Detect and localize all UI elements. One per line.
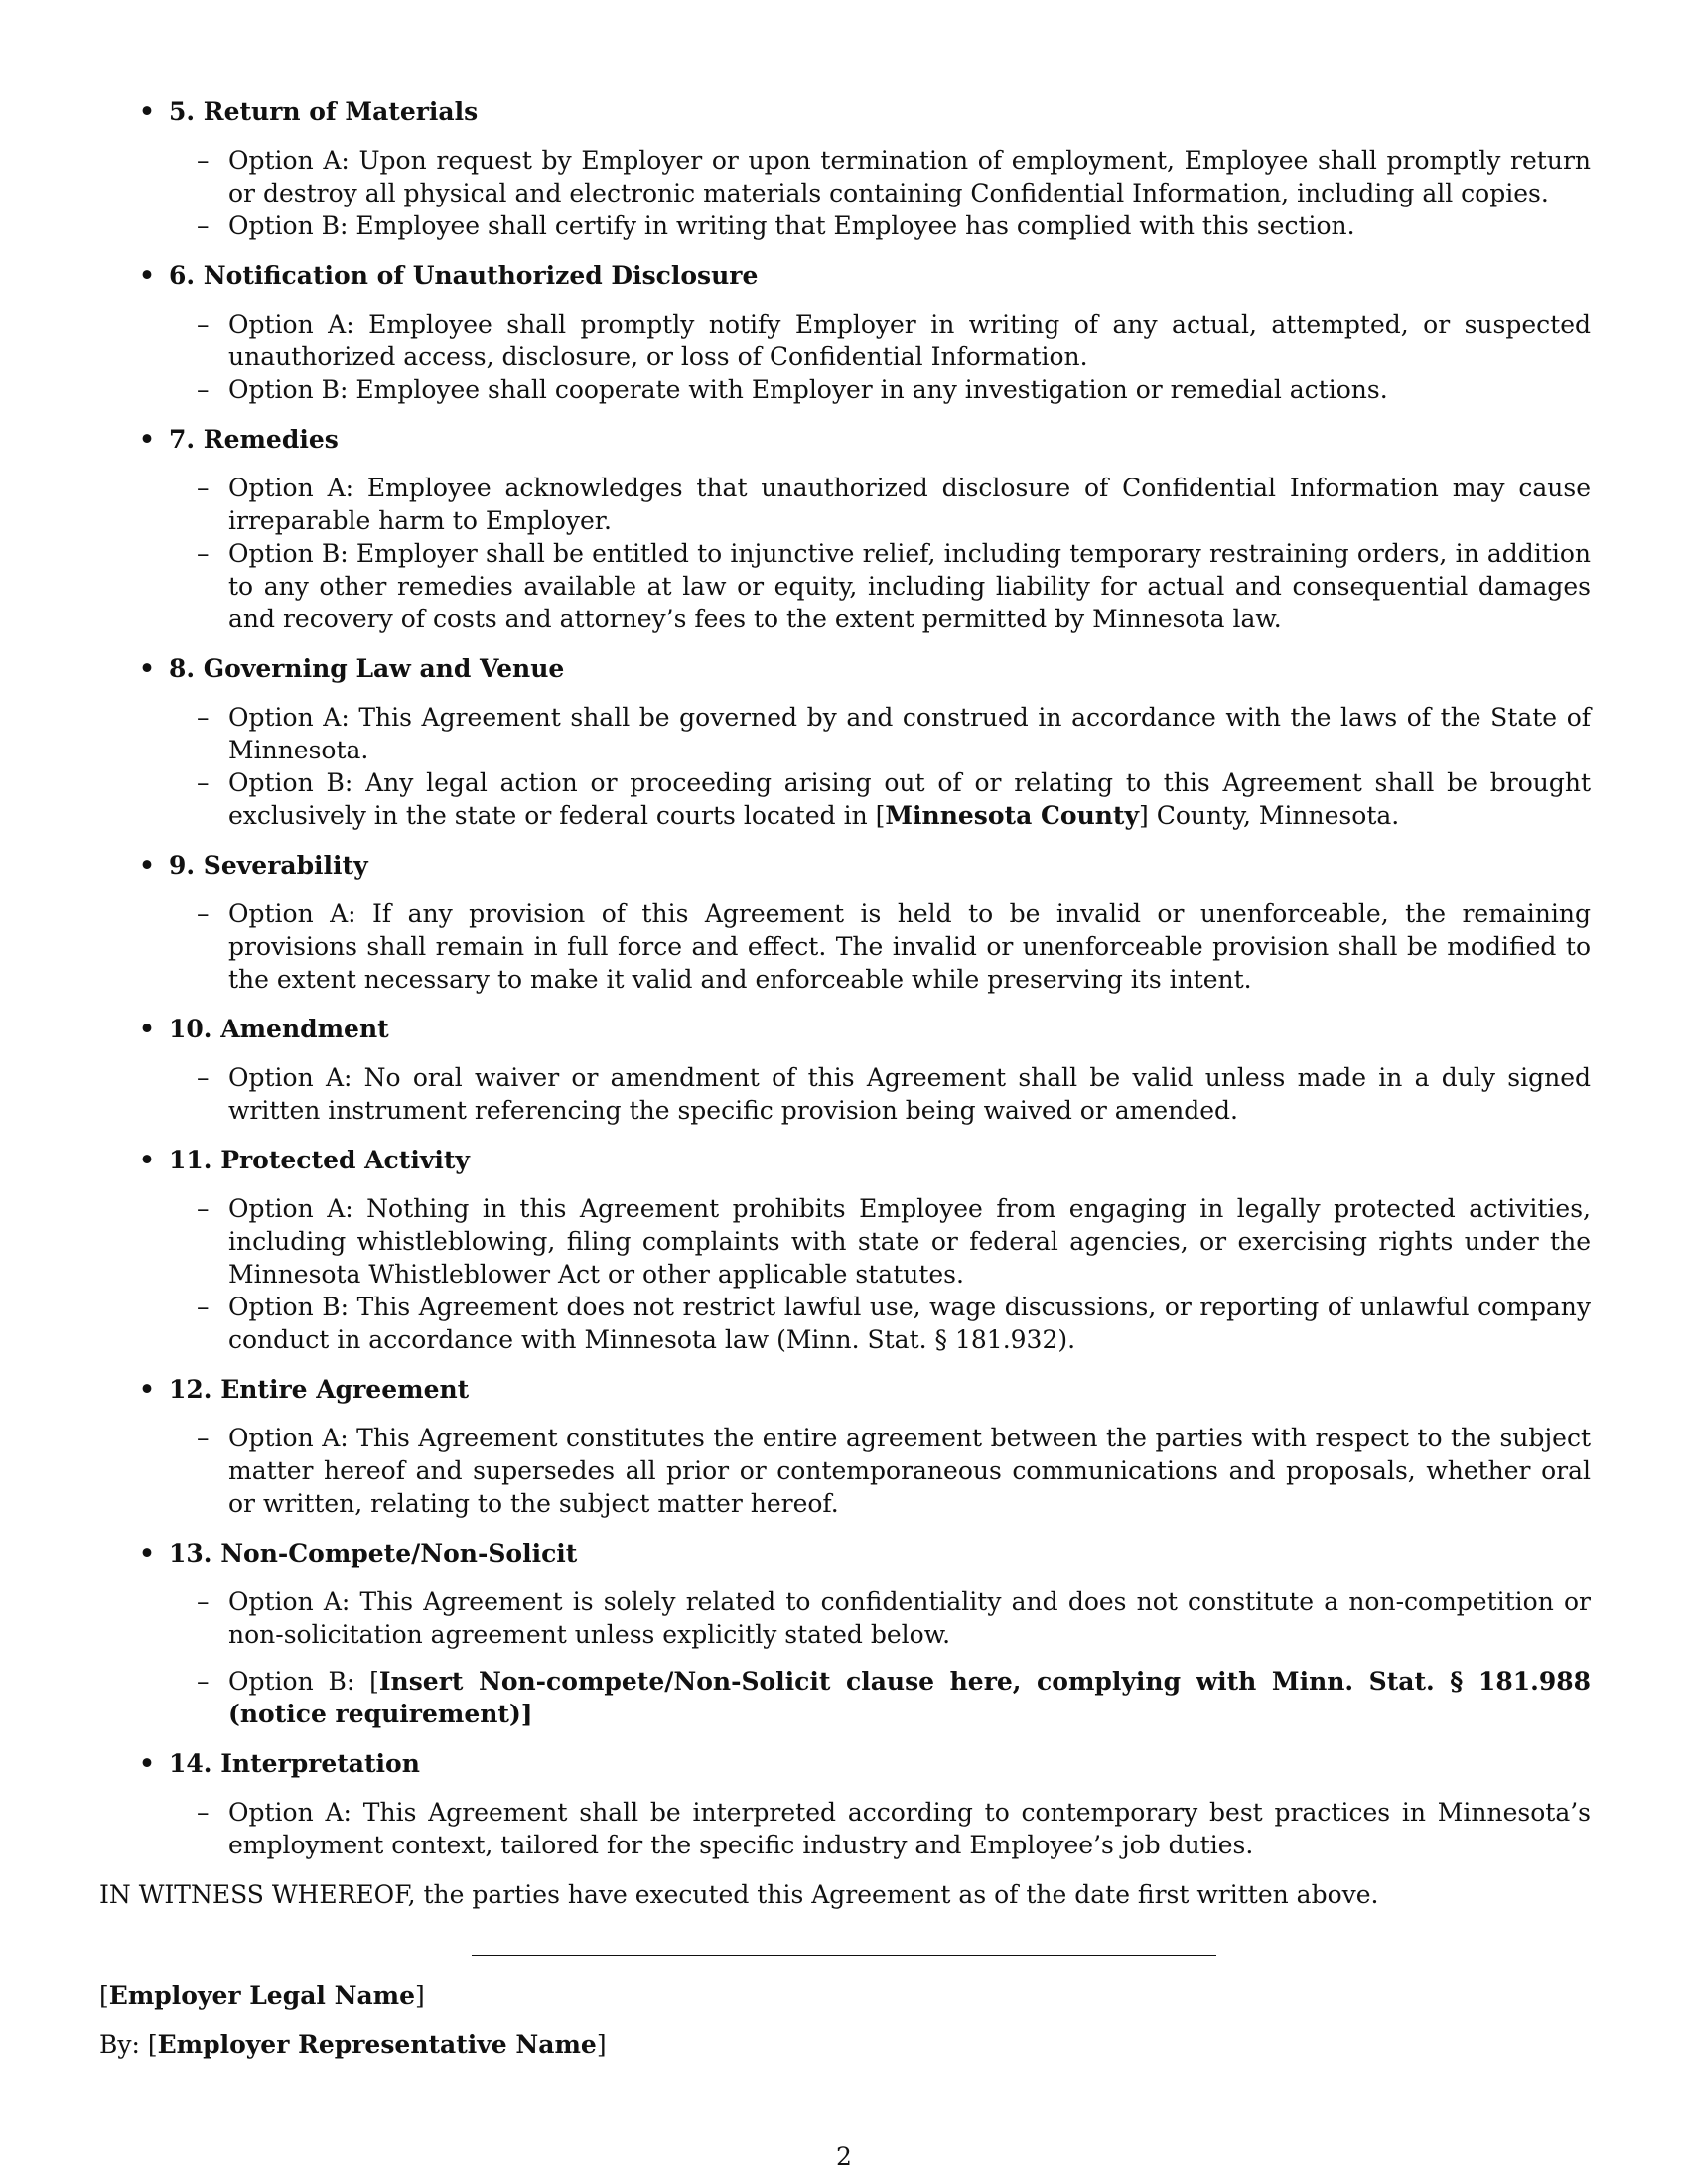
section-option: – Option A: Employee shall promptly notify Employer in writing of any actual, attempted, or suspected unauthorized access, disclosure, or loss of Confidential Information. [197, 310, 1591, 371]
signature-line [472, 1955, 1216, 1956]
employer-name-row: [Employer Legal Name] [99, 1981, 425, 2010]
section-9 [99, 849, 1591, 996]
dash-icon: – [197, 310, 210, 339]
section-heading: • 14. Interpretation [139, 1749, 420, 1778]
section-heading: • 12. Entire Agreement [139, 1375, 470, 1404]
dash-icon: – [197, 1667, 210, 1696]
section-option: – Option B: Employee shall cooperate with Employer in any investigation or remedial actions. [197, 375, 1388, 404]
section-option: – Option B: This Agreement does not restrict lawful use, wage discussions, or reporting of unlawful company conduct in accordance with Minnesota law (Minn. Stat. § 181.932). [197, 1293, 1591, 1354]
section-heading: • 9. Severability [139, 851, 368, 880]
section-14 [99, 1747, 1591, 1861]
section-option: – Option A: Nothing in this Agreement prohibits Employee from engaging in legally protected activities, including whistleblowing, filing complaints with state or federal agencies, or exercising rights under the Minnesota Whistleblower Act or other applicable statutes. [197, 1194, 1591, 1289]
bullet-icon: • [139, 851, 155, 880]
dash-icon: – [197, 1063, 210, 1092]
signature-block [99, 1979, 1591, 2061]
section-option: – Option A: This Agreement constitutes the entire agreement between the parties with respect to the subject matter hereof and supersedes all prior or contemporaneous communications and proposals, whether oral or written, relating to the subject matter hereof. [197, 1424, 1591, 1518]
bullet-icon: • [139, 1375, 155, 1404]
dash-icon: – [197, 211, 210, 240]
witness-statement: IN WITNESS WHEREOF, the parties have executed this Agreement as of the date first written above. [99, 1880, 1379, 1909]
section-option: – Option B: [Insert Non-compete/Non-Solicit clause here, complying with Minn. Stat. § 181.988 (notice requirement)] [197, 1667, 1591, 1728]
section-option: – Option A: If any provision of this Agreement is held to be invalid or unenforceable, the remaining provisions shall remain in full force and effect. The invalid or unenforceable provision shall be modified to the extent necessary to make it valid and enforceable while preserving its intent. [197, 899, 1591, 994]
dash-icon: – [197, 146, 210, 175]
section-option: – Option A: No oral waiver or amendment of this Agreement shall be valid unless made in a duly signed written instrument referencing the specific provision being waived or amended. [197, 1063, 1591, 1125]
dash-icon: – [197, 899, 210, 928]
bullet-icon: • [139, 654, 155, 683]
section-5 [99, 95, 1591, 242]
bullet-icon: • [139, 97, 155, 126]
section-10 [99, 1013, 1591, 1127]
section-heading: • 10. Amendment [139, 1015, 389, 1043]
section-11 [99, 1144, 1591, 1356]
section-12 [99, 1373, 1591, 1520]
dash-icon: – [197, 768, 210, 797]
section-6 [99, 259, 1591, 406]
placeholder-county: Minnesota County [885, 801, 1140, 830]
section-heading: • 5. Return of Materials [139, 97, 479, 126]
agreement-body [99, 95, 1591, 2061]
bullet-icon: • [139, 1539, 155, 1568]
section-heading: • 13. Non-Compete/Non-Solicit [139, 1539, 578, 1568]
section-7 [99, 423, 1591, 635]
dash-icon: – [197, 703, 210, 732]
bullet-icon: • [139, 261, 155, 290]
bullet-icon: • [139, 1015, 155, 1043]
dash-icon: – [197, 1798, 210, 1827]
section-8 [99, 652, 1591, 832]
section-option: – Option B: Employer shall be entitled to injunctive relief, including temporary restraining orders, in addition to any other remedies available at law or equity, including liability for actual and consequential damages and recovery of costs and attorney’s fees to the extent permitted by Minnesota law. [197, 539, 1591, 633]
bullet-icon: • [139, 1146, 155, 1174]
section-heading: • 8. Governing Law and Venue [139, 654, 565, 683]
dash-icon: – [197, 1424, 210, 1452]
dash-icon: – [197, 1587, 210, 1616]
section-option: – Option A: This Agreement is solely related to confidentiality and does not constitute a non-competition or non-solicitation agreement unless explicitly stated below. [197, 1587, 1591, 1649]
dash-icon: – [197, 474, 210, 502]
dash-icon: – [197, 375, 210, 404]
dash-icon: – [197, 1293, 210, 1321]
by-label: By: [99, 2030, 140, 2059]
dash-icon: – [197, 539, 210, 568]
section-heading: • 7. Remedies [139, 425, 339, 454]
representative-row: By: [Employer Representative Name] [99, 2030, 607, 2059]
section-option: – Option A: Employee acknowledges that unauthorized disclosure of Confidential Information may cause irreparable harm to Employer. [197, 474, 1591, 535]
employer-representative-name: Employer Representative Name [157, 2030, 597, 2059]
section-option: – Option B: Any legal action or proceeding arising out of or relating to this Agreement shall be brought exclusively in the state or federal courts located in [Minnesota County] County, Minnesota. [197, 768, 1591, 830]
employer-legal-name: Employer Legal Name [108, 1981, 416, 2010]
section-heading: • 6. Notification of Unauthorized Disclosure [139, 261, 759, 290]
section-option: – Option A: This Agreement shall be governed by and construed in accordance with the laws of the State of Minnesota. [197, 703, 1591, 764]
section-option: – Option A: Upon request by Employer or upon termination of employment, Employee shall promptly return or destroy all physical and electronic materials containing Confidential Information, including all copies. [197, 146, 1591, 207]
section-heading: • 11. Protected Activity [139, 1146, 470, 1174]
section-option: – Option B: Employee shall certify in writing that Employee has complied with this section. [197, 211, 1355, 240]
placeholder-non-compete-clause: Insert Non-compete/Non-Solicit clause here, complying with Minn. Stat. § 181.988 (notice requirement) [228, 1667, 1591, 1728]
section-option: – Option A: This Agreement shall be interpreted according to contemporary best practices in Minnesota’s employment context, tailored for the specific industry and Employee’s job duties. [197, 1798, 1591, 1859]
page-number: 2 [836, 2142, 852, 2171]
bullet-icon: • [139, 425, 155, 454]
section-13 [99, 1537, 1591, 1730]
bullet-icon: • [139, 1749, 155, 1778]
dash-icon: – [197, 1194, 210, 1223]
